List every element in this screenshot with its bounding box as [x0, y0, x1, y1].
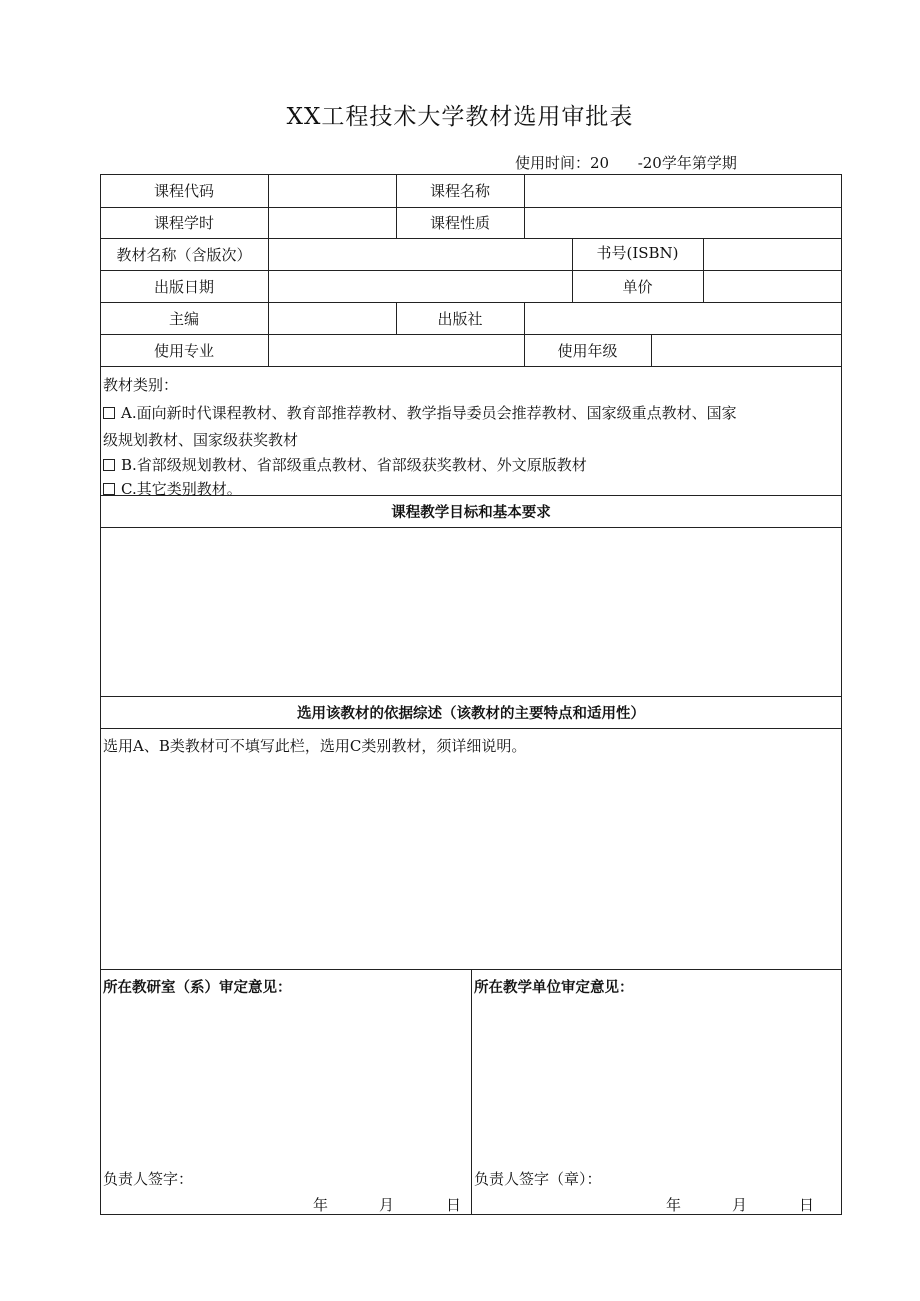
right-approval-textarea[interactable] — [472, 998, 841, 1158]
right-day: 日 — [799, 1196, 815, 1214]
course-nature-input[interactable] — [525, 208, 841, 238]
label-publish-date: 出版日期 — [153, 277, 214, 296]
category-option-b[interactable] — [103, 454, 587, 475]
grade-input[interactable] — [652, 335, 841, 366]
label-course-name: 课程名称 — [429, 182, 490, 200]
major-input[interactable] — [269, 335, 524, 366]
course-code-input[interactable] — [269, 175, 396, 207]
basis-note: 选用A、B类教材可不填写此栏，选用C类别教材，须详细说明。 — [103, 737, 527, 755]
row-divider — [100, 366, 842, 367]
goals-textarea[interactable] — [101, 528, 841, 696]
row-divider — [100, 728, 842, 729]
right-sign-label: 负责人签字（章）： — [474, 1170, 602, 1188]
left-approval-textarea[interactable] — [101, 998, 470, 1158]
course-hours-input[interactable] — [269, 208, 396, 238]
left-month: 月 — [379, 1196, 395, 1214]
right-month: 月 — [732, 1196, 748, 1214]
left-sign-label: 负责人签字： — [103, 1170, 194, 1188]
label-isbn: 书号(ISBN) — [596, 243, 679, 262]
textbook-name-input[interactable] — [269, 239, 572, 270]
label-course-hours: 课程学时 — [153, 214, 214, 232]
use-time-line[interactable]: 使用时间：20 -20学年第学期 — [515, 154, 737, 172]
left-day: 日 — [446, 1196, 462, 1214]
editor-input[interactable] — [269, 303, 396, 334]
label-publisher: 出版社 — [437, 309, 483, 328]
label-price: 单价 — [622, 277, 653, 296]
label-textbook-name: 教材名称（含版次） — [116, 245, 252, 264]
goals-heading: 课程教学目标和基本要求 — [391, 504, 551, 521]
label-major: 使用专业 — [153, 341, 214, 360]
checkbox-c[interactable] — [103, 483, 115, 495]
left-year: 年 — [313, 1196, 329, 1214]
category-option-a-cont: 级规划教材、国家级获奖教材 — [103, 431, 299, 449]
option-c-label: C.其它类别教材。 — [121, 480, 242, 498]
price-input[interactable] — [704, 271, 841, 302]
checkbox-b[interactable] — [103, 459, 115, 471]
option-a-label: A.面向新时代课程教材、教育部推荐教材、教学指导委员会推荐教材、国家级重点教材、国家 — [121, 404, 737, 422]
basis-heading: 选用该教材的依据综述（该教材的主要特点和适用性） — [297, 705, 645, 722]
category-option-a[interactable] — [103, 402, 737, 423]
publisher-input[interactable] — [525, 303, 841, 334]
course-name-input[interactable] — [525, 175, 841, 207]
right-approval-heading: 所在教学单位审定意见： — [474, 980, 634, 996]
isbn-input[interactable] — [704, 239, 841, 270]
checkbox-a[interactable] — [103, 407, 115, 419]
form-title: XX工程技术大学教材选用审批表 — [286, 104, 634, 130]
basis-textarea[interactable] — [101, 756, 841, 969]
label-editor: 主编 — [168, 309, 199, 328]
right-year: 年 — [666, 1196, 682, 1214]
category-heading: 教材类别： — [103, 376, 179, 394]
publish-date-input[interactable] — [269, 271, 572, 302]
option-b-label: B.省部级规划教材、省部级重点教材、省部级获奖教材、外文原版教材 — [121, 456, 587, 474]
label-course-code: 课程代码 — [153, 182, 214, 200]
left-approval-heading: 所在教研室（系）审定意见： — [103, 980, 292, 996]
label-course-nature: 课程性质 — [429, 214, 490, 232]
label-grade: 使用年级 — [557, 341, 618, 360]
